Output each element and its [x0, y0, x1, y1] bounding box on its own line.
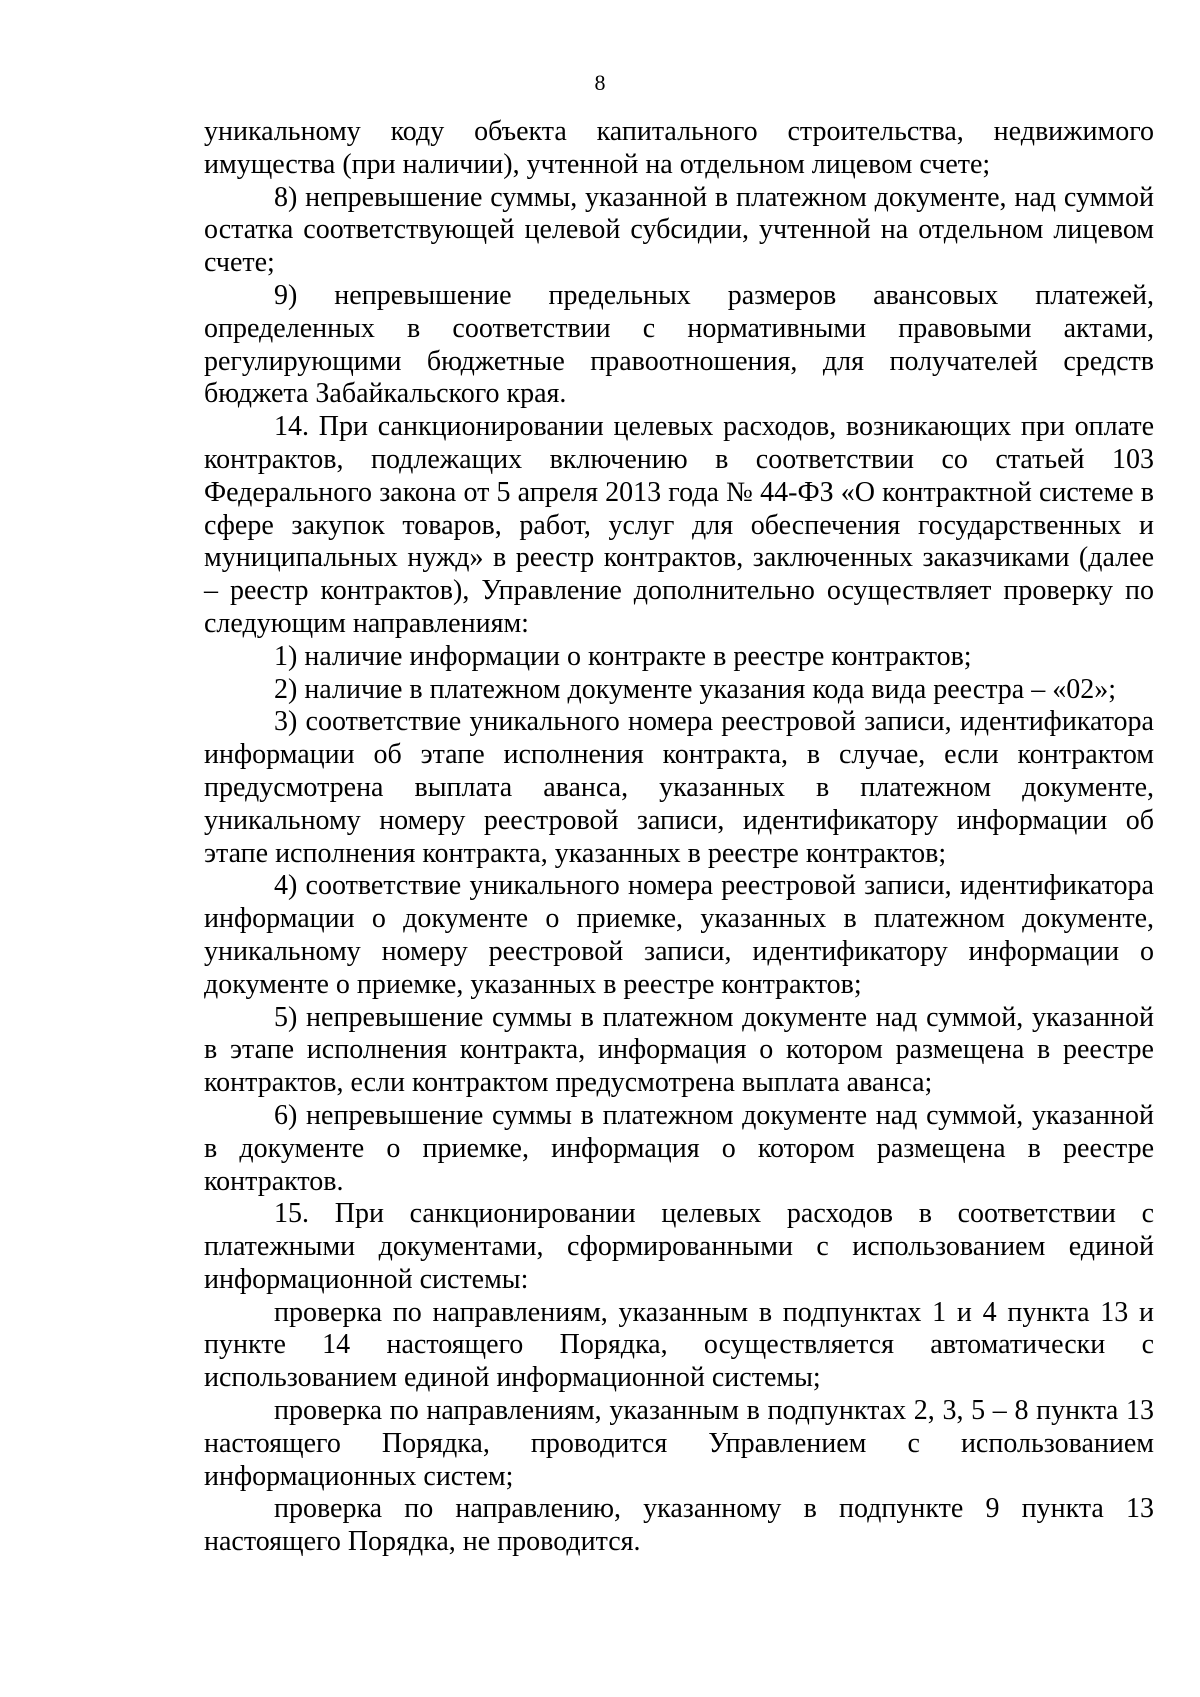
- paragraph-item-8: 8) непревышение суммы, указанной в платежном документе, над суммой остатка соответствующей целевой субсидии, учтенной на отдельном лицевом счете;: [204, 181, 1154, 279]
- paragraph-continuation: уникальному коду объекта капитального строительства, недвижимого имущества (при наличии), учтенной на отдельном лицевом счете;: [204, 116, 1154, 180]
- paragraph-check-automatic: проверка по направлениям, указанным в подпунктах 1 и 4 пункта 13 и пункте 14 настоящего Порядка, осуществляется автоматически с использованием единой информационной системы;: [204, 1296, 1154, 1394]
- page-number: 8: [594, 70, 606, 95]
- paragraph-item-3: 3) соответствие уникального номера реестровой записи, идентификатора информации об этапе исполнения контракта, в случае, если контрактом предусмотрена выплата аванса, указанных в платежном документе, уникальному номеру реестровой записи, идентификатору информации об этапе исполнения контракта, указанных в реестре контрактов;: [204, 706, 1154, 869]
- paragraph-item-5: 5) непревышение суммы в платежном документе над суммой, указанной в этапе исполнения контракта, информация о котором размещена в реестре контрактов, если контрактом предусмотрена выплата аванса;: [204, 1001, 1154, 1099]
- paragraph-item-9: 9) непревышение предельных размеров авансовых платежей, определенных в соответствии с нормативными правовыми актами, регулирующими бюджетные правоотношения, для получателей средств бюджета Забайкальского края.: [204, 279, 1154, 410]
- paragraph-check-management: проверка по направлениям, указанным в подпунктах 2, 3, 5 – 8 пункта 13 настоящего Порядка, проводится Управлением с использованием информационных систем;: [204, 1395, 1154, 1492]
- paragraph-item-6: 6) непревышение суммы в платежном документе над суммой, указанной в документе о приемке, информация о котором размещена в реестре контрактов.: [204, 1099, 1154, 1197]
- paragraph-section-15: 15. При санкционировании целевых расходов в соответствии с платежными документами, сформированными с использованием единой информационной системы:: [204, 1198, 1154, 1295]
- paragraph-item-4: 4) соответствие уникального номера реестровой записи, идентификатора информации о документе о приемке, указанных в платежном документе, уникальному номеру реестровой записи, идентификатору информации о документе о приемке, указанных в реестре контрактов;: [204, 870, 1154, 1000]
- paragraph-item-1: 1) наличие информации о контракте в реестре контрактов;: [274, 640, 972, 672]
- paragraph-item-2: 2) наличие в платежном документе указания кода вида реестра – «02»;: [274, 673, 1117, 705]
- document-body: [204, 116, 1154, 1559]
- paragraph-check-not-performed: проверка по направлению, указанному в подпункте 9 пункта 13 настоящего Порядка, не проводится.: [204, 1493, 1154, 1558]
- paragraph-section-14: 14. При санкционировании целевых расходов, возникающих при оплате контрактов, подлежащих включению в соответствии со статьей 103 Федерального закона от 5 апреля 2013 года № 44-ФЗ «О контрактной системе в сфере закупок товаров, работ, услуг для обеспечения государственных и муниципальных нужд» в реестр контрактов, заключенных заказчиками (далее – реестр контрактов), Управление дополнительно осуществляет проверку по следующим направлениям:: [204, 411, 1154, 639]
